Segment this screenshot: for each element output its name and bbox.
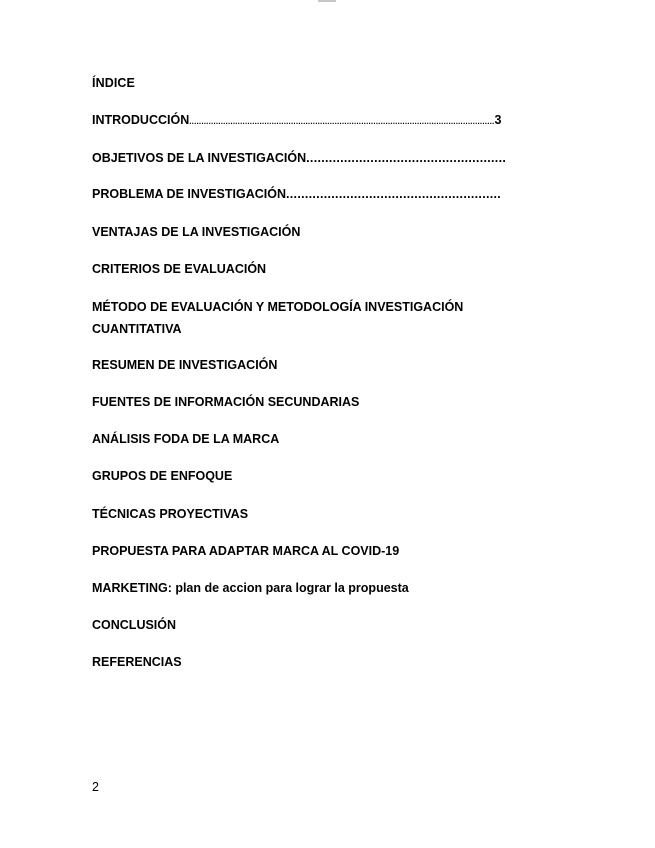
- toc-entry-fuentes[interactable]: [92, 394, 359, 410]
- toc-entry-ventajas[interactable]: [92, 224, 300, 240]
- page-number: 2: [92, 780, 99, 794]
- toc-entry-propuesta[interactable]: [92, 543, 399, 559]
- toc-entry-grupos[interactable]: [92, 468, 232, 484]
- toc-leader-dots: .........................................................: [286, 187, 502, 201]
- toc-page-number: 3: [494, 113, 502, 127]
- toc-entry-label: TÉCNICAS PROYECTIVAS: [92, 507, 249, 521]
- toc-entry-foda[interactable]: [92, 431, 279, 447]
- toc-heading: ÍNDICE: [92, 76, 135, 90]
- toc-entry-metodo[interactable]: [92, 296, 463, 340]
- toc-entry-label: REFERENCIAS: [92, 655, 182, 669]
- toc-entry-label: CRITERIOS DE EVALUACIÓN: [92, 262, 267, 276]
- toc-entry-problema[interactable]: [92, 186, 501, 202]
- toc-entry-label: PROPUESTA PARA ADAPTAR MARCA AL COVID-19: [92, 544, 400, 558]
- toc-entry-label: INTRODUCCIÓN: [92, 113, 190, 127]
- toc-entry-criterios[interactable]: [92, 261, 266, 277]
- toc-entry-label: RESUMEN DE INVESTIGACIÓN: [92, 358, 278, 372]
- toc-entry-marketing[interactable]: [92, 580, 409, 596]
- toc-entry-label-line2: CUANTITATIVA: [92, 322, 182, 336]
- toc-entry-label: GRUPOS DE ENFOQUE: [92, 469, 233, 483]
- toc-leader-dots: ..............................................................................................................................: [189, 117, 495, 126]
- toc-entry-introduccion[interactable]: [92, 112, 501, 130]
- toc-entry-resumen[interactable]: [92, 357, 277, 373]
- toc-leader-dots: .....................................................: [306, 151, 507, 165]
- toc-entry-label: CONCLUSIÓN: [92, 618, 177, 632]
- toc-entry-label: FUENTES DE INFORMACIÓN SECUNDARIAS: [92, 395, 360, 409]
- toc-entry-label-line1: MÉTODO DE EVALUACIÓN Y METODOLOGÍA INVESTIGACIÓN: [92, 300, 464, 314]
- toc-entry-conclusion[interactable]: [92, 617, 176, 633]
- toc-entry-label: OBJETIVOS DE LA INVESTIGACIÓN: [92, 151, 307, 165]
- toc-entry-label: VENTAJAS DE LA INVESTIGACIÓN: [92, 225, 301, 239]
- toc-entry-label: MARKETING: plan de accion para lograr la propuesta: [92, 581, 409, 595]
- toc-entry-objetivos[interactable]: [92, 150, 506, 166]
- toc-entry-label: ANÁLISIS FODA DE LA MARCA: [92, 432, 280, 446]
- top-edge-mark: [318, 0, 336, 2]
- toc-entry-tecnicas[interactable]: [92, 506, 248, 522]
- toc-entry-referencias[interactable]: [92, 654, 182, 670]
- toc-entry-label: PROBLEMA DE INVESTIGACIÓN: [92, 187, 286, 201]
